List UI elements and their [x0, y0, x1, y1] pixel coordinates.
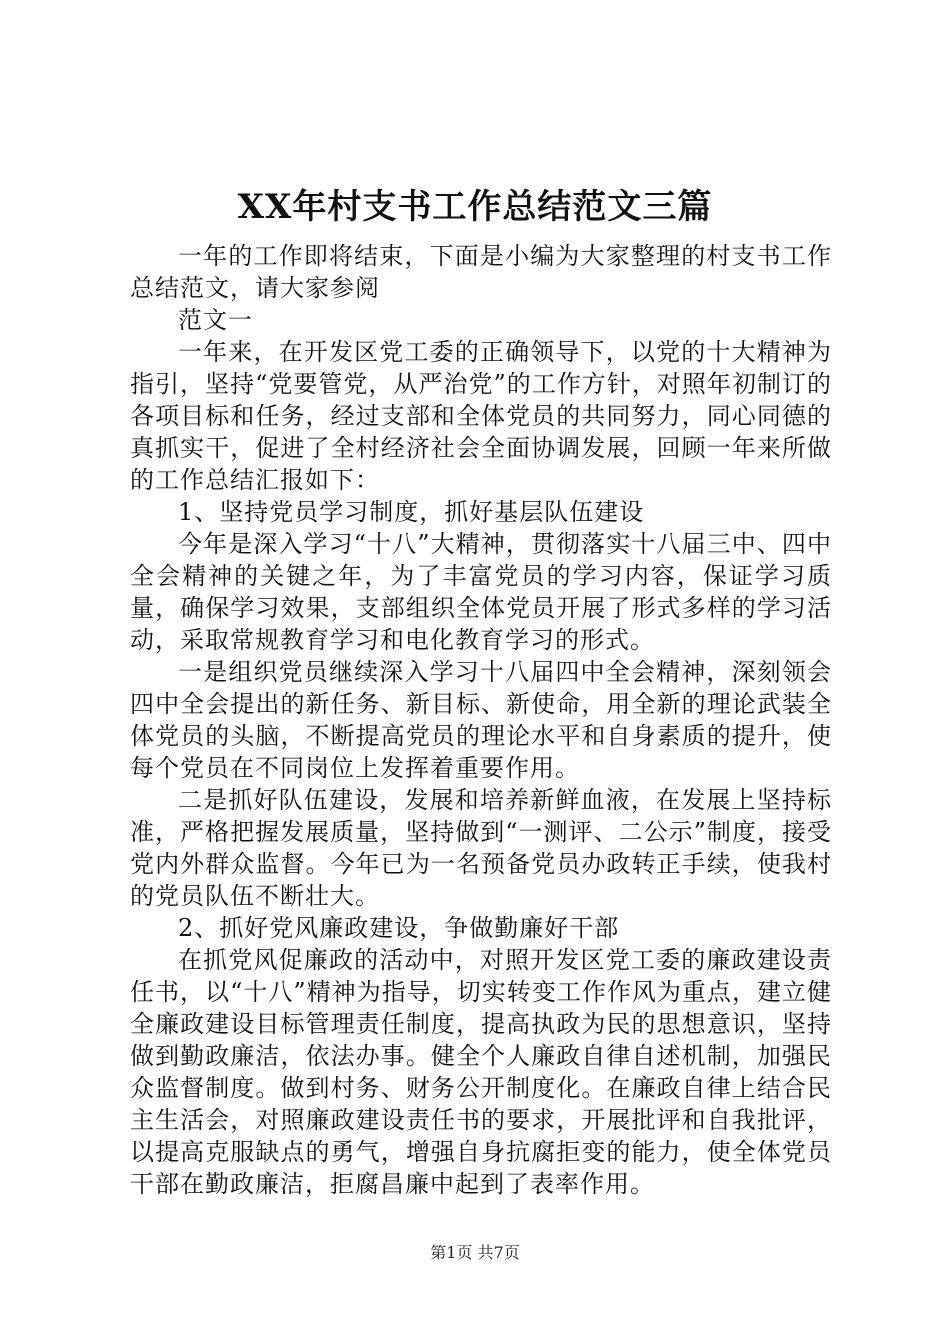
document-body — [130, 240, 832, 1200]
section-heading: 2、抓好党风廉政建设，争做勤廉好干部 — [178, 914, 620, 942]
body-paragraph: 一年来，在开发区党工委的正确领导下，以党的十大精神为指引，坚持“党要管党，从严治党”的工作方针，对照年初制订的各项目标和任务，经过支部和全体党员的共同努力，同心同德的真抓实干，促进了全村经济社会全面协调发展，回顾一年来所做的工作总结汇报如下： — [130, 338, 832, 494]
page-number-footer: 第1页 共7页 — [430, 1243, 520, 1262]
section-heading-sample-one: 范文一 — [178, 306, 253, 334]
intro-paragraph: 一年的工作即将结束，下面是小编为大家整理的村支书工作总结范文，请大家参阅 — [130, 242, 832, 302]
document-title: XX年村支书工作总结范文三篇 — [237, 187, 713, 227]
section-heading: 1、坚持党员学习制度，抓好基层队伍建设 — [178, 498, 645, 526]
body-paragraph: 今年是深入学习“十八”大精神，贯彻落实十八届三中、四中全会精神的关键之年，为了丰富党员的学习内容，保证学习质量，确保学习效果，支部组织全体党员开展了形式多样的学习活动，采取常规教育学习和电化教育学习的形式。 — [130, 530, 832, 654]
body-paragraph: 二是抓好队伍建设，发展和培养新鲜血液，在发展上坚持标准，严格把握发展质量，坚持做到“一测评、二公示”制度，接受党内外群众监督。今年已为一名预备党员办政转正手续，使我村的党员队伍不断壮大。 — [130, 786, 832, 910]
body-paragraph: 一是组织党员继续深入学习十八届四中全会精神，深刻领会四中全会提出的新任务、新目标、新使命，用全新的理论武装全体党员的头脑，不断提高党员的理论水平和自身素质的提升，使每个党员在不同岗位上发挥着重要作用。 — [130, 658, 832, 782]
body-paragraph: 在抓党风促廉政的活动中，对照开发区党工委的廉政建设责任书，以“十八”精神为指导，切实转变工作作风为重点，建立健全廉政建设目标管理责任制度，提高执政为民的思想意识，坚持做到勤政廉洁，依法办事。健全个人廉政自律自述机制，加强民众监督制度。做到村务、财务公开制度化。在廉政自律上结合民主生活会，对照廉政建设责任书的要求，开展批评和自我批评，以提高克服缺点的勇气，增强自身抗腐拒变的能力，使全体党员干部在勤政廉洁，拒腐昌廉中起到了表率作用。 — [130, 946, 832, 1198]
